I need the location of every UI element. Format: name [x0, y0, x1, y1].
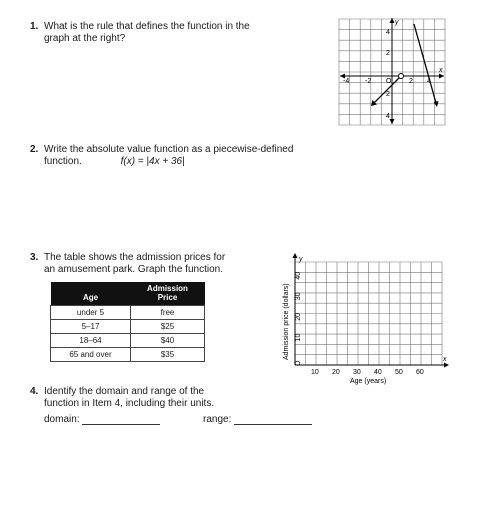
q3-graph — [278, 250, 450, 386]
q3-x-tick-label: 60 — [416, 369, 424, 376]
q1-y-arrow-down — [390, 119, 395, 124]
q1-y-label: y — [395, 19, 399, 26]
table-row — [51, 348, 205, 362]
table-cell-price: $25 — [131, 320, 205, 334]
domain-answer-blank[interactable] — [82, 415, 160, 425]
table-row — [51, 320, 205, 334]
q4-text — [44, 386, 214, 410]
q3-x-tick-label: 10 — [311, 369, 319, 376]
q3-y-tick-label: 40 — [295, 271, 302, 280]
q1-x-arrow-right — [439, 74, 444, 79]
q3-x-tick-label: 30 — [353, 369, 361, 376]
q1-text — [44, 21, 250, 45]
table-header-row — [51, 282, 205, 306]
q1-x-tick-4: 4 — [427, 78, 431, 85]
q3-y-tick-label: O — [295, 360, 302, 366]
admission-price-table — [50, 282, 205, 362]
table-header-price-line1: Admission — [147, 284, 188, 293]
q1-y-tick-neg4: 4 — [386, 113, 390, 120]
table-cell-price: $35 — [131, 348, 205, 362]
table-header-price-line2: Price — [157, 293, 178, 302]
q3-y-ticks — [295, 272, 302, 366]
q1-y-tick-neg2: 2 — [386, 91, 390, 98]
q1-open-circle — [399, 74, 404, 79]
q1-y-tick-2: 2 — [386, 50, 390, 57]
table-cell-age: 18–64 — [51, 334, 131, 348]
table-row — [51, 306, 205, 320]
q3-y-arrow — [293, 253, 298, 258]
table-header-price — [131, 282, 205, 306]
q4-text-line2: function in Item 4, including their units. — [44, 398, 215, 409]
q2-text-line2: function. — [44, 156, 82, 167]
table-header-age: Age — [51, 282, 131, 306]
q1-y-tick-4: 4 — [386, 29, 390, 36]
q2-equation: f(x) = |4x + 36| — [120, 156, 185, 167]
table-cell-age: 65 and over — [51, 348, 131, 362]
q3-x-label: x — [443, 356, 447, 363]
table-cell-age: under 5 — [51, 306, 131, 320]
table-cell-age: 5–17 — [51, 320, 131, 334]
q3-y-tick-label: 20 — [295, 313, 302, 321]
range-answer-blank[interactable] — [234, 415, 312, 425]
q3-x-tick-label: 50 — [395, 369, 403, 376]
q3-x-arrow — [444, 363, 449, 368]
q2-text-line2-row — [44, 156, 293, 168]
q1-right-ray — [414, 24, 436, 103]
q1-origin: O — [386, 78, 392, 85]
q3-x-tick-label: 20 — [332, 369, 340, 376]
q2-text-line1: Write the absolute value function as a piecewise-defined — [44, 144, 294, 155]
q1-graph — [338, 14, 446, 126]
table-cell-price: $40 — [131, 334, 205, 348]
q3-y-axis-title: Admission price (dollars) — [283, 283, 290, 360]
q4-text-line1: Identify the domain and range of the — [44, 386, 205, 397]
q4-range-row — [203, 414, 312, 425]
q3-x-axis-title: Age (years) — [350, 378, 387, 385]
range-label: range: — [203, 414, 232, 425]
q1-text-line1: What is the rule that defines the function in the — [44, 21, 250, 32]
q3-y-tick-label: 10 — [295, 333, 302, 342]
q3-grid — [295, 262, 442, 365]
q1-text-line2: graph at the right? — [44, 33, 126, 44]
q3-y-label: y — [299, 256, 303, 263]
q3-text-line2: an amusement park. Graph the function. — [44, 264, 223, 275]
q3-x-ticks — [311, 369, 424, 376]
q1-x-tick-2: 2 — [409, 78, 413, 85]
q1-x-tick-neg2: -2 — [365, 78, 372, 85]
q2-text — [44, 144, 293, 168]
q3-x-tick-label: 40 — [374, 369, 382, 376]
domain-label: domain: — [44, 414, 80, 425]
q3-text — [44, 252, 225, 276]
q1-x-tick-neg4: -4 — [343, 78, 350, 85]
q2-number: 2. — [30, 144, 39, 155]
q1-x-label: x — [439, 67, 443, 74]
q1-number: 1. — [30, 21, 39, 32]
table-cell-price: free — [131, 306, 205, 320]
q4-domain-row — [44, 414, 160, 425]
q3-number: 3. — [30, 252, 39, 263]
table-row — [51, 334, 205, 348]
q4-number: 4. — [30, 386, 39, 397]
q3-text-line1: The table shows the admission prices for — [44, 252, 226, 263]
q3-y-tick-label: 30 — [295, 292, 302, 301]
